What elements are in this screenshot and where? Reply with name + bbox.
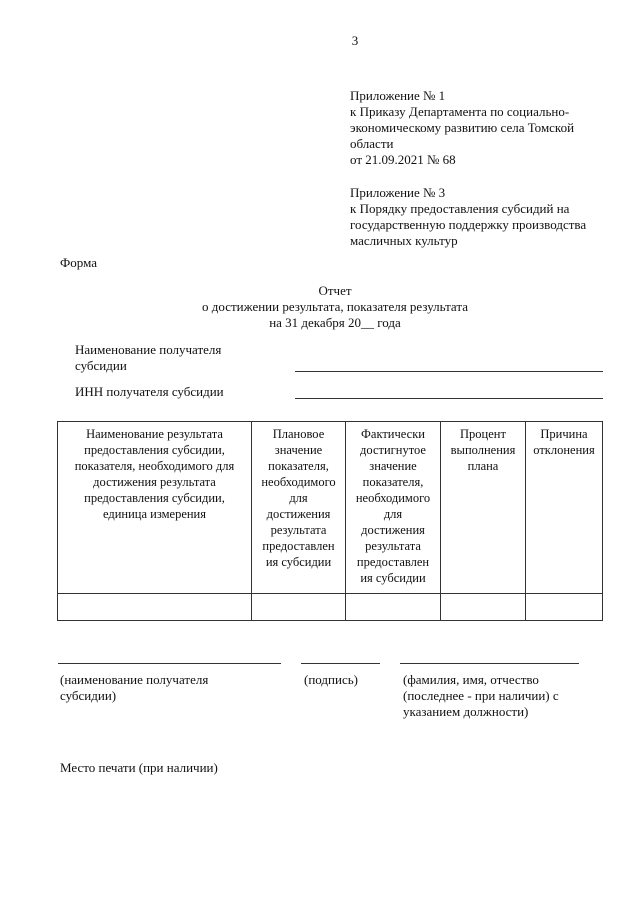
report-table — [57, 421, 603, 621]
inn-field[interactable] — [295, 398, 603, 399]
table-header-cell: Причина отклонения — [526, 422, 603, 594]
recipient-name-label: Наименование получателя субсидии — [75, 342, 222, 373]
appendix-1-text: к Приказу Департамента по социально- экономическому развитию села Томской области от 21.09.2021 № 68 — [350, 104, 575, 167]
appendix-3-text: к Порядку предоставления субсидий на государственную поддержку производства масличных культур — [350, 201, 587, 248]
page-number: 3 — [351, 33, 359, 48]
report-date-line: на 31 декабря 20__ года — [269, 315, 401, 330]
report-subtitle: о достижении результата, показателя результата — [202, 299, 468, 314]
recipient-caption: (наименование получателя субсидии) — [60, 672, 209, 703]
report-title: Отчет — [318, 283, 352, 298]
table-header-cell: Процент выполнения плана — [441, 422, 526, 594]
fio-caption: (фамилия, имя, отчество (последнее - при наличии) с указанием должности) — [403, 672, 559, 719]
table-row — [58, 594, 603, 621]
appendix-1-title: Приложение № 1 — [350, 88, 446, 103]
inn-label: ИНН получателя субсидии — [75, 384, 224, 399]
signature-caption: (подпись) — [304, 672, 358, 687]
stamp-label: Место печати (при наличии) — [60, 760, 218, 775]
form-label: Форма — [60, 255, 97, 270]
signature-line[interactable] — [301, 663, 380, 664]
fio-signature-line[interactable] — [400, 663, 579, 664]
table-cell[interactable] — [58, 594, 252, 621]
table-header-cell: Наименование результата предоставления субсидии, показателя, необходимого для достижения результата предоставления субсидии, единица измерения — [58, 422, 252, 594]
table-header-cell: Фактически достигнутое значение показателя, необходимого для достижения результата предоставлен ия субсидии — [346, 422, 441, 594]
table-cell[interactable] — [346, 594, 441, 621]
recipient-name-field[interactable] — [295, 371, 603, 372]
table-cell[interactable] — [441, 594, 526, 621]
table-header-cell: Плановое значение показателя, необходимого для достижения результата предоставлен ия субсидии — [252, 422, 346, 594]
recipient-signature-line[interactable] — [58, 663, 281, 664]
table-cell[interactable] — [526, 594, 603, 621]
table-cell[interactable] — [252, 594, 346, 621]
table-header-row — [58, 422, 603, 594]
appendix-3-title: Приложение № 3 — [350, 185, 446, 200]
